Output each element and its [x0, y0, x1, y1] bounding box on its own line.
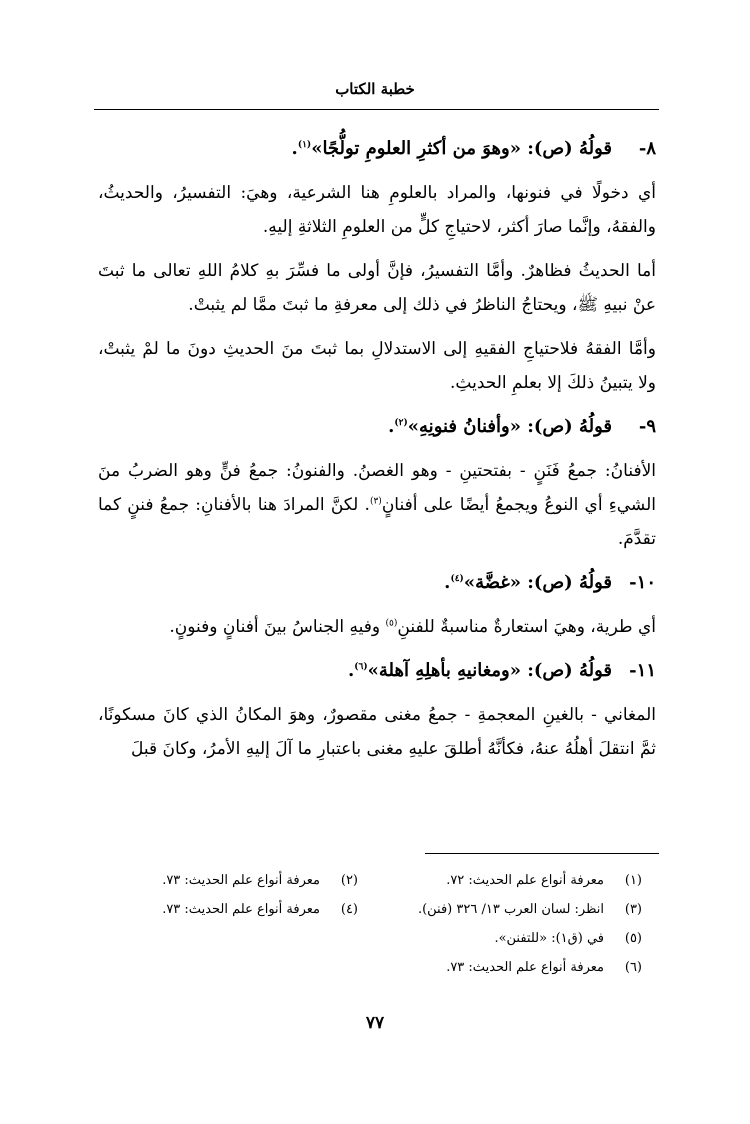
page-number: ٧٧ — [365, 1013, 385, 1033]
footnote — [162, 866, 358, 895]
header-rule — [94, 109, 659, 110]
section-heading-11 — [98, 654, 656, 688]
section-heading-text: قولُهُ (ص): «وأفنانُ فنونِهِ» — [407, 416, 612, 437]
footnote-ref: (٥) — [385, 618, 398, 629]
section-heading-text: قولُهُ (ص): «غضَّة» — [463, 572, 612, 593]
footnote — [358, 866, 642, 895]
running-header: خطبة الكتاب — [335, 80, 415, 98]
section-heading-8 — [98, 132, 656, 166]
footnote-text: معرفة أنواع علم الحديث: ٧٣. — [162, 902, 320, 917]
footnote-number: (١) — [624, 873, 642, 888]
footnote — [358, 895, 642, 924]
footnote-number: (٣) — [624, 902, 642, 917]
main-text — [98, 132, 656, 776]
heading-end: . — [291, 138, 298, 159]
footnote — [162, 895, 358, 924]
footnote-number: (٦) — [624, 960, 642, 975]
footnote-text: معرفة أنواع علم الحديث: ٧٢. — [446, 873, 604, 888]
paragraph-text: وفيهِ الجناسُ بينَ أفنانٍ وفنونٍ. — [169, 617, 386, 637]
footnote-rule — [425, 853, 659, 854]
heading-end: . — [348, 660, 355, 681]
paragraph-text: أي طرية، وهيَ استعارةٌ مناسبةٌ للفننِ — [397, 617, 656, 637]
footnote-ref: (٤) — [450, 574, 464, 584]
footnote-text: في (ق١): «للتفنن». — [494, 931, 604, 946]
footnote-text: معرفة أنواع علم الحديث: ٧٣. — [446, 960, 604, 975]
paragraph: المغاني - بالغينِ المعجمةِ - جمعُ مغنى مقصورٌ، وهوَ المكانُ الذي كانَ مسكونًا، ثمَّ انتقلَ أهلُهُ عنهُ، فكأنَّهُ أطلقَ عليهِ مغنى باعتبارِ ما آلَ إليهِ الأمرُ، وكانَ قبلَ — [98, 705, 656, 759]
paragraph: وأمَّا الفقهُ فلاحتياجِ الفقيهِ إلى الاستدلالِ بما ثبتَ منَ الحديثِ دونَ ما لمْ يثبتْ، ولا يتبينُ ذلكَ إلا بعلمِ الحديثِ. — [98, 339, 656, 393]
paragraph-text: . لكنَّ المرادَ هنا بالأفنانِ: جمعُ فننٍ كما تقدَّمَ. — [98, 495, 656, 549]
section-number: ٩- — [638, 416, 656, 437]
footnote-number: (٢) — [340, 873, 358, 888]
footnotes — [130, 866, 642, 982]
footnote-text: معرفة أنواع علم الحديث: ٧٣. — [162, 873, 320, 888]
paragraph — [98, 454, 656, 556]
paragraph — [98, 610, 656, 644]
section-heading-text: قولُهُ (ص): «وهوَ من أكثرِ العلومِ تولُّجًا» — [311, 138, 612, 159]
footnote-number: (٥) — [624, 931, 642, 946]
paragraph: أي دخولًا في فنونها، والمراد بالعلومِ هنا الشرعية، وهيَ: التفسيرُ، والحديثُ، والفقهُ، وإنَّما صارَ أكثر، لاحتياجِ كلٍّ من العلومِ الثلاثةِ إليهِ. — [98, 183, 656, 237]
paragraph-text: الأفنانُ: جمعُ فَنَنٍ - بفتحتينِ - وهو الغصنُ. والفنونُ: جمعُ فنٍّ وهو الضربُ منَ الشيءِ أي النوعُ ويجمعُ أيضًا على أفنانٍ — [98, 461, 656, 515]
heading-end: . — [444, 572, 451, 593]
footnote-ref: (١) — [297, 140, 312, 150]
section-heading-9 — [98, 410, 656, 444]
section-number: ١١- — [629, 660, 656, 681]
footnote — [446, 953, 642, 982]
footnote — [494, 924, 642, 953]
footnote-ref: (٣) — [369, 496, 382, 507]
footnote-number: (٤) — [340, 902, 358, 917]
footnote-text: انظر: لسان العرب ١٣/ ٣٢٦ (فنن). — [417, 902, 604, 917]
section-heading-10 — [98, 566, 656, 600]
heading-end: . — [388, 416, 395, 437]
footnote-ref: (٢) — [394, 418, 408, 428]
footnote-ref: (٦) — [354, 662, 368, 672]
section-number: ٨- — [638, 138, 656, 159]
section-number: ١٠- — [629, 572, 656, 593]
paragraph: أما الحديثُ فظاهرٌ. وأمَّا التفسيرُ، فإنَّ أولى ما فسِّرَ بهِ كلامُ اللهِ تعالى ما ثبتَ عنْ نبيهِ ﷺ، ويحتاجُ الناظرُ في ذلك إلى معرفةِ ما ثبتَ ممَّا لم يثبتْ. — [98, 261, 656, 315]
section-heading-text: قولُهُ (ص): «ومغانيهِ بأهلِهِ آهلة» — [367, 660, 612, 681]
